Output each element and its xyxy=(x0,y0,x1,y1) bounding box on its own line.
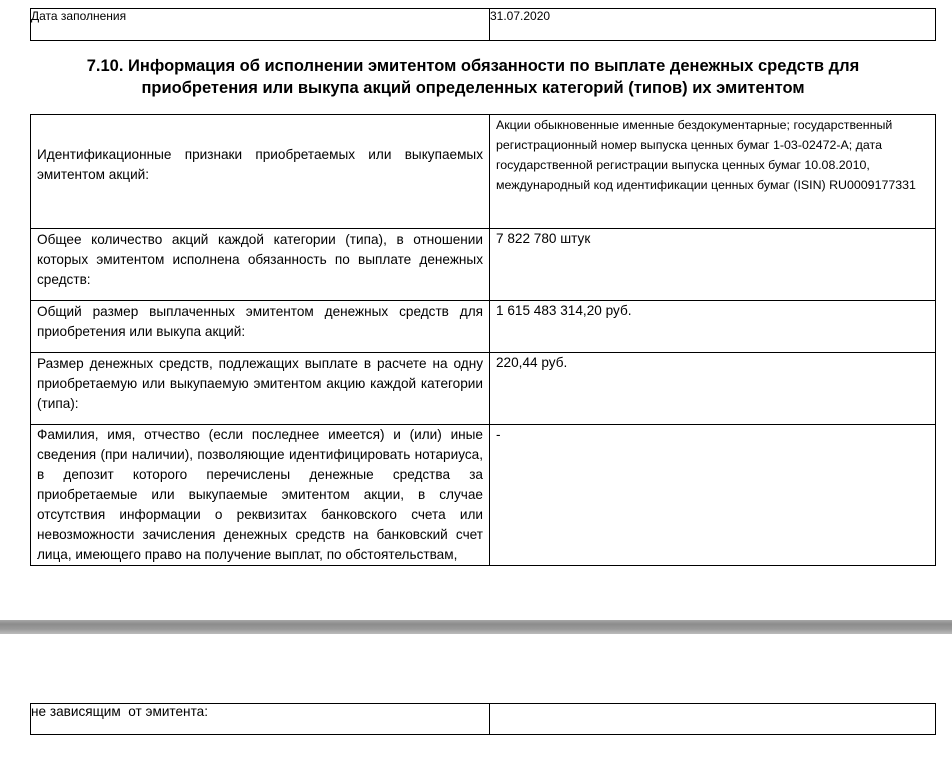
table-row xyxy=(31,704,936,735)
page-2 xyxy=(0,634,952,763)
table-row xyxy=(31,301,936,353)
fill-date-row xyxy=(31,9,936,41)
fill-date-label: Дата заполнения xyxy=(31,9,490,41)
fill-date-value: 31.07.2020 xyxy=(490,9,936,41)
info-table xyxy=(30,114,936,566)
row-label: не зависящим от эмитента: xyxy=(31,704,490,735)
row-value: Акции обыкновенные именные бездокументарные; государственный регистрационный номер выпуска ценных бумаг 1-03-02472-A; дата государственной регистрации выпуска ценных бумаг 10.08.2010, международный код идентификации ценных бумаг (ISIN) RU0009177331 xyxy=(490,115,936,229)
row-label: Общее количество акций каждой категории (типа), в отношении которых эмитентом исполнена обязанность по выплате денежных средств: xyxy=(31,229,490,301)
table-row xyxy=(31,353,936,425)
row-label: Размер денежных средств, подлежащих выплате в расчете на одну приобретаемую или выкупаемую эмитентом акцию каждой категории (типа): xyxy=(31,353,490,425)
section-title: 7.10. Информация об исполнении эмитентом обязанности по выплате денежных средств для приобретения или выкупа акций определенных категорий (типов) их эмитентом xyxy=(86,57,860,97)
table-row xyxy=(31,229,936,301)
continuation-table xyxy=(30,703,936,735)
row-label: Фамилия, имя, отчество (если последнее имеется) и (или) иные сведения (при наличии), позволяющие идентифицировать нотариуса, в депозит которого перечислены денежные средства за приобретаемые или выкупаемые эмитентом акции, в случае отсутствия информации о реквизитах банковского счета или невозможности зачисления денежных средств на банковский счет лица, имеющего право на получение выплат, по обстоятельствам, xyxy=(31,425,490,566)
page-separator xyxy=(0,620,952,634)
row-value: - xyxy=(490,425,936,566)
row-value: 220,44 руб. xyxy=(490,353,936,425)
row-label: Общий размер выплаченных эмитентом денежных средств для приобретения или выкупа акций: xyxy=(31,301,490,353)
row-label-text: Идентификационные признаки приобретаемых или выкупаемых эмитентом акций: xyxy=(37,147,483,182)
row-value: 7 822 780 штук xyxy=(490,229,936,301)
row-value: 1 615 483 314,20 руб. xyxy=(490,301,936,353)
row-value xyxy=(490,704,936,735)
table-row xyxy=(31,425,936,566)
fill-date-table xyxy=(30,8,936,41)
row-label xyxy=(31,115,490,229)
table-row xyxy=(31,115,936,229)
